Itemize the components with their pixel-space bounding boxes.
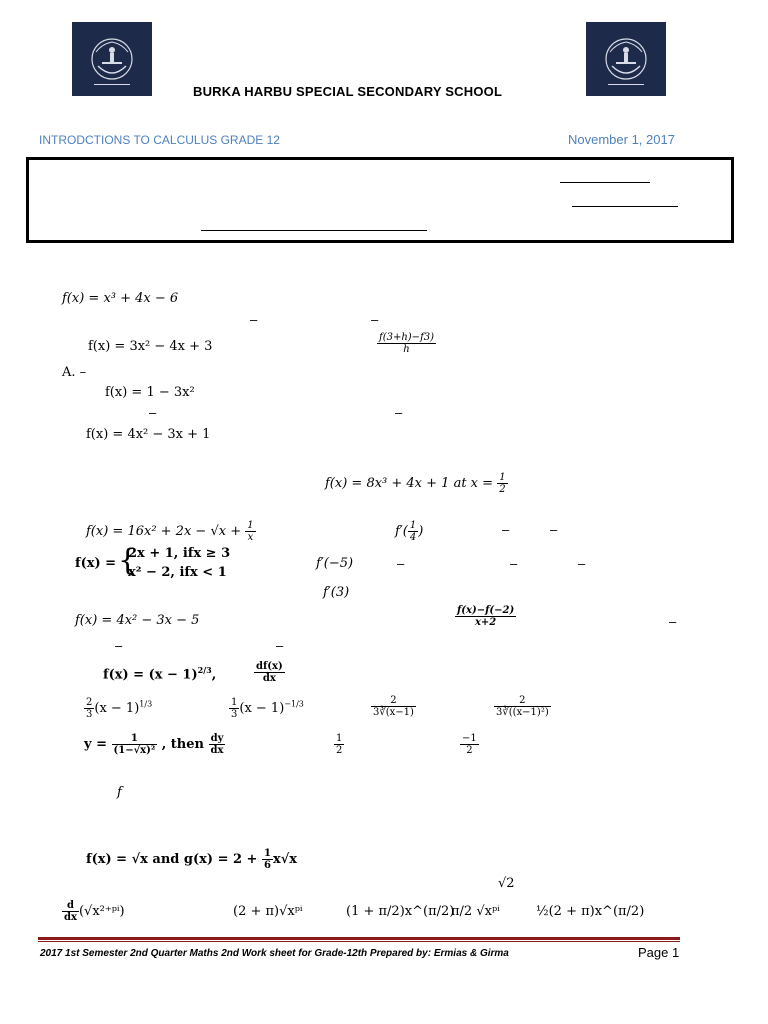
footer-rule-thick — [38, 937, 680, 940]
question-6-derivative-point: f′( $\frac{1}{4}$ ) — [395, 520, 424, 543]
footer-text: 2017 1st Semester 2nd Quarter Maths 2nd Work sheet for Grade-12th Prepared by: Ermias & Girma — [40, 948, 509, 959]
section-blank-line[interactable] — [572, 206, 678, 207]
question-6-function: f(x) = 16x² + 2x − √x + $\frac{1}{x}$ — [86, 520, 254, 543]
footer-rule-thin — [38, 941, 680, 942]
question-10-function: y = $\frac{1}{\text{(1−√x)²}}$ , then $\frac{dy}{dx}$ — [84, 733, 224, 756]
question-13-option-b[interactable]: (1 + π/2)x^(π/2) — [346, 904, 455, 919]
dash-mark: – — [276, 638, 284, 653]
dash-mark: – — [550, 522, 558, 537]
dash-mark: – — [371, 312, 379, 327]
dash-mark: – — [578, 556, 586, 571]
question-2-function: f(x) = 3x² − 4x + 3 — [88, 339, 213, 354]
name-blank-line[interactable] — [560, 182, 650, 183]
dash-mark: – — [250, 312, 258, 327]
limit-quotient: $\frac{f(x)-f(-2)}{x+2}$ — [457, 605, 515, 628]
question-13-option-c[interactable]: π/2 √xᵖⁱ — [451, 904, 500, 919]
school-logo-right — [586, 22, 666, 96]
question-9-option-b[interactable]: $\frac{1}{3}$ $(x - 1)^{-1/3}$ — [231, 697, 304, 720]
piecewise-case-1: 2x + 1, ifx ≥ 3 — [128, 546, 231, 561]
question-4-function: f(x) = 4x² − 3x + 1 — [86, 427, 211, 442]
dash-mark: – — [510, 556, 518, 571]
piecewise-case-2: x² − 2, ifx < 1 — [128, 565, 227, 580]
choice-a-label: A. – — [62, 365, 87, 380]
question-1-function: f(x) = x³ + 4x − 6 — [62, 291, 179, 306]
id-blank-line[interactable] — [201, 230, 427, 231]
question-7-derivative-at-3: f′(3) — [323, 585, 350, 600]
dash-mark: – — [669, 614, 677, 629]
question-12-functions: f(x) = √x and g(x) = 2 + $\frac{1}{6}$ x√x — [86, 848, 297, 871]
question-13-option-a[interactable]: (2 + π)√xᵖⁱ — [233, 904, 303, 919]
worksheet-date: November 1, 2017 — [568, 132, 675, 147]
dash-mark: – — [502, 522, 510, 537]
question-9-option-a[interactable]: $\frac{2}{3}$ $(x - 1)^{1/3}$ — [86, 697, 153, 720]
question-9-option-d[interactable]: $\frac{2}{\text{3∛((x−1)²)}}$ — [496, 695, 549, 718]
subject-title: INTRODCTIONS TO CALCULUS GRADE 12 — [39, 133, 280, 147]
dash-mark: – — [397, 556, 405, 571]
dash-mark: – — [115, 638, 123, 653]
question-9-function: $f(x) = (x - 1)^{2/3}$, — [103, 665, 217, 683]
school-name: BURKA HARBU SPECIAL SECONDARY SCHOOL — [193, 84, 503, 99]
question-3-function: f(x) = 1 − 3x² — [105, 385, 195, 400]
derivative-notation: $\frac{df(x)}{dx}$ — [256, 661, 283, 684]
piecewise-brace: { — [118, 543, 138, 578]
question-11-function-symbol: f — [117, 785, 122, 800]
question-5-function: f(x) = 8x³ + 4x + 1 at x = $\frac{1}{2}$ — [325, 472, 506, 495]
question-10-option-a[interactable]: $\frac{1}{2}$ — [336, 733, 343, 756]
school-logo-left — [72, 22, 152, 96]
question-10-option-b[interactable]: $\frac{-1}{2}$ — [462, 733, 477, 756]
dash-mark: – — [149, 405, 157, 420]
question-7-label: f(x) = — [75, 556, 117, 571]
dash-mark: – — [395, 405, 403, 420]
page-number: Page 1 — [638, 945, 680, 960]
question-9-option-c[interactable]: $\frac{2}{3∛(x-1)}$ — [373, 695, 414, 718]
question-13-option-d[interactable]: ½(2 + π)x^(π/2) — [536, 904, 645, 919]
sqrt-two: √2 — [498, 876, 515, 891]
difference-quotient: $\frac{f(3+h)-f3)}{h}$ — [379, 332, 435, 355]
question-7-derivative-point: f′(−5) — [316, 556, 354, 571]
question-8-function: f(x) = 4x² − 3x − 5 — [75, 613, 200, 628]
question-13-expression: $\frac{d}{dx}$ (√x²⁺ᵖⁱ) — [64, 900, 125, 923]
